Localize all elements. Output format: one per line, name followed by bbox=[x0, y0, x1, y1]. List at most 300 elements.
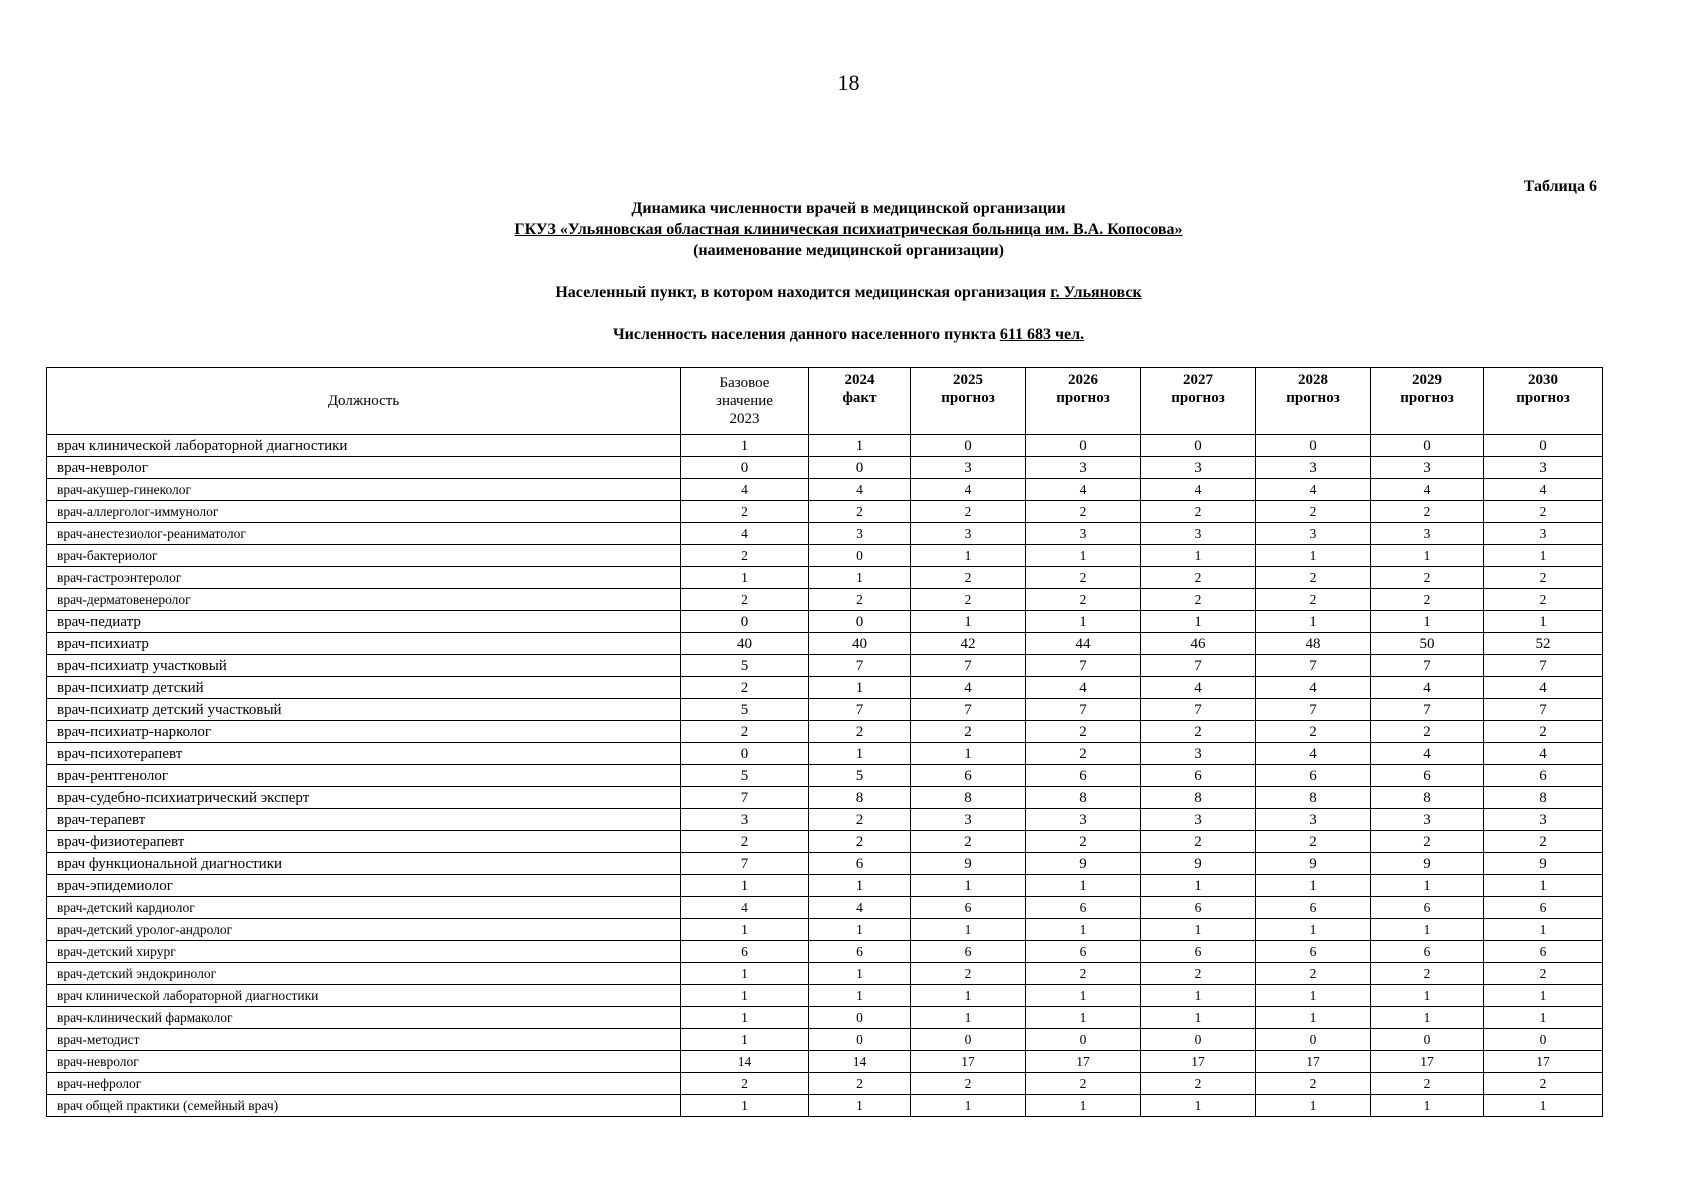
value-cell: 50 bbox=[1371, 633, 1484, 655]
position-cell: врач-детский уролог-андролог bbox=[47, 919, 681, 941]
value-cell: 40 bbox=[681, 633, 809, 655]
table-row bbox=[47, 853, 1603, 875]
position-cell: врач-психиатр bbox=[47, 633, 681, 655]
value-cell: 4 bbox=[1371, 479, 1484, 501]
value-cell: 17 bbox=[1484, 1051, 1603, 1073]
value-cell: 0 bbox=[1141, 435, 1256, 457]
value-cell: 6 bbox=[1484, 897, 1603, 919]
table-row bbox=[47, 787, 1603, 809]
value-cell: 1 bbox=[1141, 611, 1256, 633]
position-cell: врач-нефролог bbox=[47, 1073, 681, 1095]
value-cell: 7 bbox=[809, 699, 911, 721]
value-cell: 6 bbox=[1256, 897, 1371, 919]
table-row bbox=[47, 611, 1603, 633]
value-cell: 1 bbox=[1484, 1007, 1603, 1029]
value-cell: 2 bbox=[681, 1073, 809, 1095]
value-cell: 1 bbox=[1256, 1095, 1371, 1117]
value-cell: 0 bbox=[1484, 435, 1603, 457]
population-label: Численность населения данного населенного пункта bbox=[612, 326, 996, 343]
value-cell: 2 bbox=[1141, 1073, 1256, 1095]
value-cell: 1 bbox=[1026, 611, 1141, 633]
position-cell: врач общей практики (семейный врач) bbox=[47, 1095, 681, 1117]
value-cell: 2 bbox=[1484, 721, 1603, 743]
value-cell: 2 bbox=[1484, 567, 1603, 589]
value-cell: 3 bbox=[809, 523, 911, 545]
value-cell: 2 bbox=[911, 567, 1026, 589]
value-cell: 1 bbox=[681, 985, 809, 1007]
value-cell: 2 bbox=[809, 589, 911, 611]
value-cell: 1 bbox=[1141, 1095, 1256, 1117]
value-cell: 1 bbox=[1484, 611, 1603, 633]
value-cell: 7 bbox=[1256, 699, 1371, 721]
value-cell: 1 bbox=[681, 1007, 809, 1029]
value-cell: 0 bbox=[809, 611, 911, 633]
value-cell: 9 bbox=[1026, 853, 1141, 875]
table-row bbox=[47, 655, 1603, 677]
value-cell: 2 bbox=[1141, 501, 1256, 523]
value-cell: 3 bbox=[1256, 523, 1371, 545]
table-row bbox=[47, 457, 1603, 479]
value-cell: 1 bbox=[1256, 985, 1371, 1007]
value-cell: 5 bbox=[809, 765, 911, 787]
value-cell: 6 bbox=[911, 941, 1026, 963]
value-cell: 1 bbox=[1026, 875, 1141, 897]
position-cell: врач-гастроэнтеролог bbox=[47, 567, 681, 589]
position-cell: врач-детский эндокринолог bbox=[47, 963, 681, 985]
table-label: Таблица 6 bbox=[1523, 178, 1597, 195]
value-cell: 8 bbox=[911, 787, 1026, 809]
position-cell: врач функциональной диагностики bbox=[47, 853, 681, 875]
value-cell: 2 bbox=[1256, 831, 1371, 853]
value-cell: 6 bbox=[1026, 941, 1141, 963]
value-cell: 4 bbox=[1371, 743, 1484, 765]
value-cell: 0 bbox=[809, 1029, 911, 1051]
value-cell: 1 bbox=[911, 611, 1026, 633]
value-cell: 2 bbox=[1141, 721, 1256, 743]
value-cell: 4 bbox=[681, 479, 809, 501]
value-cell: 48 bbox=[1256, 633, 1371, 655]
value-cell: 0 bbox=[681, 743, 809, 765]
value-cell: 1 bbox=[1484, 985, 1603, 1007]
position-cell: врач-методист bbox=[47, 1029, 681, 1051]
value-cell: 9 bbox=[1484, 853, 1603, 875]
value-cell: 0 bbox=[1026, 1029, 1141, 1051]
value-cell: 2 bbox=[911, 721, 1026, 743]
value-cell: 7 bbox=[1484, 699, 1603, 721]
value-cell: 1 bbox=[681, 567, 809, 589]
value-cell: 1 bbox=[911, 919, 1026, 941]
value-cell: 1 bbox=[681, 1095, 809, 1117]
value-cell: 4 bbox=[1484, 677, 1603, 699]
position-cell: врач-психиатр-нарколог bbox=[47, 721, 681, 743]
position-cell: врач-физиотерапевт bbox=[47, 831, 681, 853]
value-cell: 1 bbox=[1371, 985, 1484, 1007]
table-row bbox=[47, 963, 1603, 985]
value-cell: 2 bbox=[809, 721, 911, 743]
value-cell: 0 bbox=[1484, 1029, 1603, 1051]
value-cell: 1 bbox=[911, 743, 1026, 765]
header-2027: 2027 прогноз bbox=[1141, 368, 1256, 435]
value-cell: 4 bbox=[911, 479, 1026, 501]
value-cell: 3 bbox=[911, 523, 1026, 545]
value-cell: 4 bbox=[1484, 479, 1603, 501]
value-cell: 7 bbox=[681, 787, 809, 809]
value-cell: 17 bbox=[1141, 1051, 1256, 1073]
population-line bbox=[0, 324, 1697, 345]
value-cell: 1 bbox=[681, 963, 809, 985]
value-cell: 3 bbox=[1484, 523, 1603, 545]
table-row bbox=[47, 1095, 1603, 1117]
value-cell: 2 bbox=[1256, 1073, 1371, 1095]
value-cell: 1 bbox=[911, 1007, 1026, 1029]
value-cell: 1 bbox=[1026, 1007, 1141, 1029]
value-cell: 3 bbox=[1141, 457, 1256, 479]
value-cell: 52 bbox=[1484, 633, 1603, 655]
value-cell: 3 bbox=[1484, 809, 1603, 831]
value-cell: 4 bbox=[911, 677, 1026, 699]
value-cell: 1 bbox=[1256, 545, 1371, 567]
value-cell: 7 bbox=[1026, 655, 1141, 677]
position-cell: врач-судебно-психиатрический эксперт bbox=[47, 787, 681, 809]
value-cell: 2 bbox=[1141, 831, 1256, 853]
value-cell: 2 bbox=[911, 589, 1026, 611]
value-cell: 7 bbox=[1371, 699, 1484, 721]
value-cell: 6 bbox=[1141, 941, 1256, 963]
value-cell: 1 bbox=[809, 435, 911, 457]
table-row bbox=[47, 1051, 1603, 1073]
value-cell: 0 bbox=[1026, 435, 1141, 457]
position-cell: врач-бактериолог bbox=[47, 545, 681, 567]
value-cell: 2 bbox=[1026, 721, 1141, 743]
value-cell: 3 bbox=[1371, 523, 1484, 545]
locality-line bbox=[0, 282, 1697, 303]
value-cell: 1 bbox=[1484, 875, 1603, 897]
value-cell: 42 bbox=[911, 633, 1026, 655]
table-row bbox=[47, 941, 1603, 963]
value-cell: 7 bbox=[1141, 655, 1256, 677]
staff-dynamics-table bbox=[46, 367, 1603, 1117]
value-cell: 2 bbox=[1371, 963, 1484, 985]
table-row bbox=[47, 1073, 1603, 1095]
value-cell: 0 bbox=[911, 435, 1026, 457]
value-cell: 1 bbox=[809, 919, 911, 941]
position-cell: врач-невролог bbox=[47, 1051, 681, 1073]
value-cell: 2 bbox=[681, 721, 809, 743]
table-row bbox=[47, 721, 1603, 743]
value-cell: 0 bbox=[809, 457, 911, 479]
value-cell: 3 bbox=[1026, 523, 1141, 545]
value-cell: 2 bbox=[911, 501, 1026, 523]
population-value: 611 683 чел. bbox=[999, 326, 1085, 343]
value-cell: 2 bbox=[911, 963, 1026, 985]
value-cell: 6 bbox=[1256, 941, 1371, 963]
value-cell: 3 bbox=[681, 809, 809, 831]
value-cell: 0 bbox=[1256, 1029, 1371, 1051]
value-cell: 17 bbox=[1026, 1051, 1141, 1073]
value-cell: 2 bbox=[1371, 831, 1484, 853]
value-cell: 1 bbox=[809, 677, 911, 699]
value-cell: 9 bbox=[911, 853, 1026, 875]
value-cell: 1 bbox=[1371, 875, 1484, 897]
table-row bbox=[47, 589, 1603, 611]
value-cell: 1 bbox=[809, 985, 911, 1007]
value-cell: 6 bbox=[1371, 941, 1484, 963]
value-cell: 6 bbox=[911, 765, 1026, 787]
value-cell: 8 bbox=[1141, 787, 1256, 809]
position-cell: врач-рентгенолог bbox=[47, 765, 681, 787]
header-2024: 2024 факт bbox=[809, 368, 911, 435]
value-cell: 40 bbox=[809, 633, 911, 655]
value-cell: 6 bbox=[1141, 897, 1256, 919]
value-cell: 3 bbox=[1371, 809, 1484, 831]
value-cell: 2 bbox=[1026, 1073, 1141, 1095]
position-cell: врач-дерматовенеролог bbox=[47, 589, 681, 611]
value-cell: 8 bbox=[1371, 787, 1484, 809]
value-cell: 2 bbox=[1371, 567, 1484, 589]
value-cell: 1 bbox=[1256, 611, 1371, 633]
value-cell: 1 bbox=[1256, 919, 1371, 941]
table-row bbox=[47, 809, 1603, 831]
value-cell: 0 bbox=[1371, 1029, 1484, 1051]
value-cell: 7 bbox=[911, 655, 1026, 677]
value-cell: 3 bbox=[1371, 457, 1484, 479]
value-cell: 2 bbox=[1141, 567, 1256, 589]
value-cell: 1 bbox=[1484, 1095, 1603, 1117]
value-cell: 1 bbox=[1026, 545, 1141, 567]
header-position: Должность bbox=[47, 368, 681, 435]
value-cell: 1 bbox=[911, 875, 1026, 897]
value-cell: 0 bbox=[681, 611, 809, 633]
value-cell: 1 bbox=[1141, 545, 1256, 567]
value-cell: 2 bbox=[1256, 589, 1371, 611]
table-row bbox=[47, 765, 1603, 787]
value-cell: 1 bbox=[1256, 875, 1371, 897]
value-cell: 14 bbox=[681, 1051, 809, 1073]
table-row bbox=[47, 567, 1603, 589]
table-row bbox=[47, 435, 1603, 457]
value-cell: 1 bbox=[809, 963, 911, 985]
value-cell: 7 bbox=[681, 853, 809, 875]
value-cell: 2 bbox=[1484, 589, 1603, 611]
value-cell: 6 bbox=[1141, 765, 1256, 787]
table-body bbox=[47, 435, 1603, 1117]
value-cell: 2 bbox=[1256, 963, 1371, 985]
position-cell: врач-психиатр участковый bbox=[47, 655, 681, 677]
value-cell: 6 bbox=[911, 897, 1026, 919]
value-cell: 7 bbox=[1026, 699, 1141, 721]
value-cell: 3 bbox=[1141, 523, 1256, 545]
value-cell: 4 bbox=[1484, 743, 1603, 765]
value-cell: 17 bbox=[1256, 1051, 1371, 1073]
value-cell: 7 bbox=[809, 655, 911, 677]
value-cell: 1 bbox=[1256, 1007, 1371, 1029]
value-cell: 1 bbox=[809, 875, 911, 897]
value-cell: 3 bbox=[1256, 809, 1371, 831]
value-cell: 2 bbox=[681, 677, 809, 699]
value-cell: 1 bbox=[911, 985, 1026, 1007]
value-cell: 2 bbox=[1371, 1073, 1484, 1095]
document-title: Динамика численности врачей в медицинской организации bbox=[631, 200, 1066, 217]
table-row bbox=[47, 699, 1603, 721]
value-cell: 14 bbox=[809, 1051, 911, 1073]
value-cell: 4 bbox=[1256, 677, 1371, 699]
value-cell: 4 bbox=[809, 479, 911, 501]
value-cell: 1 bbox=[1371, 1007, 1484, 1029]
value-cell: 3 bbox=[1026, 809, 1141, 831]
value-cell: 2 bbox=[1026, 831, 1141, 853]
position-cell: врач-терапевт bbox=[47, 809, 681, 831]
value-cell: 1 bbox=[1141, 875, 1256, 897]
value-cell: 7 bbox=[911, 699, 1026, 721]
value-cell: 1 bbox=[1026, 985, 1141, 1007]
value-cell: 4 bbox=[681, 523, 809, 545]
header-2028: 2028 прогноз bbox=[1256, 368, 1371, 435]
position-cell: врач-психотерапевт bbox=[47, 743, 681, 765]
value-cell: 2 bbox=[1256, 721, 1371, 743]
table-row bbox=[47, 677, 1603, 699]
value-cell: 4 bbox=[1256, 479, 1371, 501]
value-cell: 1 bbox=[1141, 985, 1256, 1007]
value-cell: 2 bbox=[1026, 501, 1141, 523]
value-cell: 1 bbox=[1141, 919, 1256, 941]
value-cell: 6 bbox=[1256, 765, 1371, 787]
locality-value: г. Ульяновск bbox=[1050, 284, 1142, 301]
table-row bbox=[47, 523, 1603, 545]
position-cell: врач-акушер-гинеколог bbox=[47, 479, 681, 501]
value-cell: 2 bbox=[1256, 567, 1371, 589]
value-cell: 1 bbox=[1371, 611, 1484, 633]
value-cell: 1 bbox=[809, 567, 911, 589]
value-cell: 1 bbox=[1026, 919, 1141, 941]
position-cell: врач-детский хирург bbox=[47, 941, 681, 963]
value-cell: 2 bbox=[1026, 963, 1141, 985]
value-cell: 4 bbox=[1026, 479, 1141, 501]
value-cell: 2 bbox=[681, 501, 809, 523]
value-cell: 9 bbox=[1371, 853, 1484, 875]
value-cell: 5 bbox=[681, 699, 809, 721]
table-row bbox=[47, 831, 1603, 853]
value-cell: 0 bbox=[681, 457, 809, 479]
position-cell: врач-аллерголог-иммунолог bbox=[47, 501, 681, 523]
value-cell: 0 bbox=[809, 545, 911, 567]
value-cell: 8 bbox=[1026, 787, 1141, 809]
value-cell: 1 bbox=[681, 919, 809, 941]
value-cell: 1 bbox=[809, 743, 911, 765]
value-cell: 6 bbox=[1026, 897, 1141, 919]
value-cell: 6 bbox=[809, 853, 911, 875]
position-cell: врач-эпидемиолог bbox=[47, 875, 681, 897]
value-cell: 6 bbox=[1371, 897, 1484, 919]
value-cell: 0 bbox=[911, 1029, 1026, 1051]
table-row bbox=[47, 501, 1603, 523]
value-cell: 8 bbox=[1256, 787, 1371, 809]
value-cell: 1 bbox=[1484, 545, 1603, 567]
position-cell: врач-анестезиолог-реаниматолог bbox=[47, 523, 681, 545]
value-cell: 2 bbox=[1256, 501, 1371, 523]
value-cell: 2 bbox=[809, 831, 911, 853]
value-cell: 1 bbox=[1371, 545, 1484, 567]
table-row bbox=[47, 633, 1603, 655]
header-row bbox=[47, 368, 1603, 435]
value-cell: 1 bbox=[681, 1029, 809, 1051]
value-cell: 17 bbox=[1371, 1051, 1484, 1073]
value-cell: 1 bbox=[911, 1095, 1026, 1117]
value-cell: 4 bbox=[1256, 743, 1371, 765]
value-cell: 2 bbox=[809, 501, 911, 523]
position-cell: врач-педиатр bbox=[47, 611, 681, 633]
value-cell: 1 bbox=[911, 545, 1026, 567]
value-cell: 7 bbox=[1141, 699, 1256, 721]
table-row bbox=[47, 743, 1603, 765]
value-cell: 8 bbox=[1484, 787, 1603, 809]
value-cell: 2 bbox=[1026, 567, 1141, 589]
value-cell: 3 bbox=[911, 809, 1026, 831]
table-row bbox=[47, 1007, 1603, 1029]
header-2030: 2030 прогноз bbox=[1484, 368, 1603, 435]
value-cell: 2 bbox=[911, 1073, 1026, 1095]
value-cell: 7 bbox=[1256, 655, 1371, 677]
table-row bbox=[47, 545, 1603, 567]
value-cell: 3 bbox=[911, 457, 1026, 479]
value-cell: 6 bbox=[809, 941, 911, 963]
table-row bbox=[47, 479, 1603, 501]
value-cell: 2 bbox=[809, 809, 911, 831]
value-cell: 2 bbox=[1026, 589, 1141, 611]
value-cell: 4 bbox=[1141, 479, 1256, 501]
value-cell: 2 bbox=[1371, 501, 1484, 523]
value-cell: 1 bbox=[1484, 919, 1603, 941]
table-row bbox=[47, 875, 1603, 897]
position-cell: врач-психиатр детский bbox=[47, 677, 681, 699]
value-cell: 1 bbox=[1371, 919, 1484, 941]
value-cell: 9 bbox=[1256, 853, 1371, 875]
value-cell: 5 bbox=[681, 655, 809, 677]
value-cell: 5 bbox=[681, 765, 809, 787]
value-cell: 2 bbox=[911, 831, 1026, 853]
header-2026: 2026 прогноз bbox=[1026, 368, 1141, 435]
value-cell: 7 bbox=[1484, 655, 1603, 677]
value-cell: 3 bbox=[1141, 743, 1256, 765]
position-cell: врач-клинический фармаколог bbox=[47, 1007, 681, 1029]
value-cell: 6 bbox=[1371, 765, 1484, 787]
value-cell: 6 bbox=[681, 941, 809, 963]
value-cell: 6 bbox=[1484, 941, 1603, 963]
value-cell: 3 bbox=[1026, 457, 1141, 479]
value-cell: 4 bbox=[681, 897, 809, 919]
value-cell: 8 bbox=[809, 787, 911, 809]
value-cell: 4 bbox=[1371, 677, 1484, 699]
value-cell: 4 bbox=[1141, 677, 1256, 699]
value-cell: 7 bbox=[1371, 655, 1484, 677]
value-cell: 46 bbox=[1141, 633, 1256, 655]
value-cell: 1 bbox=[1371, 1095, 1484, 1117]
position-cell: врач-психиатр детский участковый bbox=[47, 699, 681, 721]
value-cell: 2 bbox=[1141, 589, 1256, 611]
value-cell: 1 bbox=[809, 1095, 911, 1117]
value-cell: 44 bbox=[1026, 633, 1141, 655]
value-cell: 1 bbox=[1026, 1095, 1141, 1117]
value-cell: 3 bbox=[1256, 457, 1371, 479]
header-base-value: Базовое значение 2023 bbox=[681, 368, 809, 435]
value-cell: 2 bbox=[681, 545, 809, 567]
value-cell: 1 bbox=[1141, 1007, 1256, 1029]
page-number: 18 bbox=[837, 70, 860, 95]
position-cell: врач клинической лабораторной диагностики bbox=[47, 435, 681, 457]
value-cell: 2 bbox=[681, 831, 809, 853]
table-row bbox=[47, 985, 1603, 1007]
value-cell: 2 bbox=[681, 589, 809, 611]
position-cell: врач-невролог bbox=[47, 457, 681, 479]
